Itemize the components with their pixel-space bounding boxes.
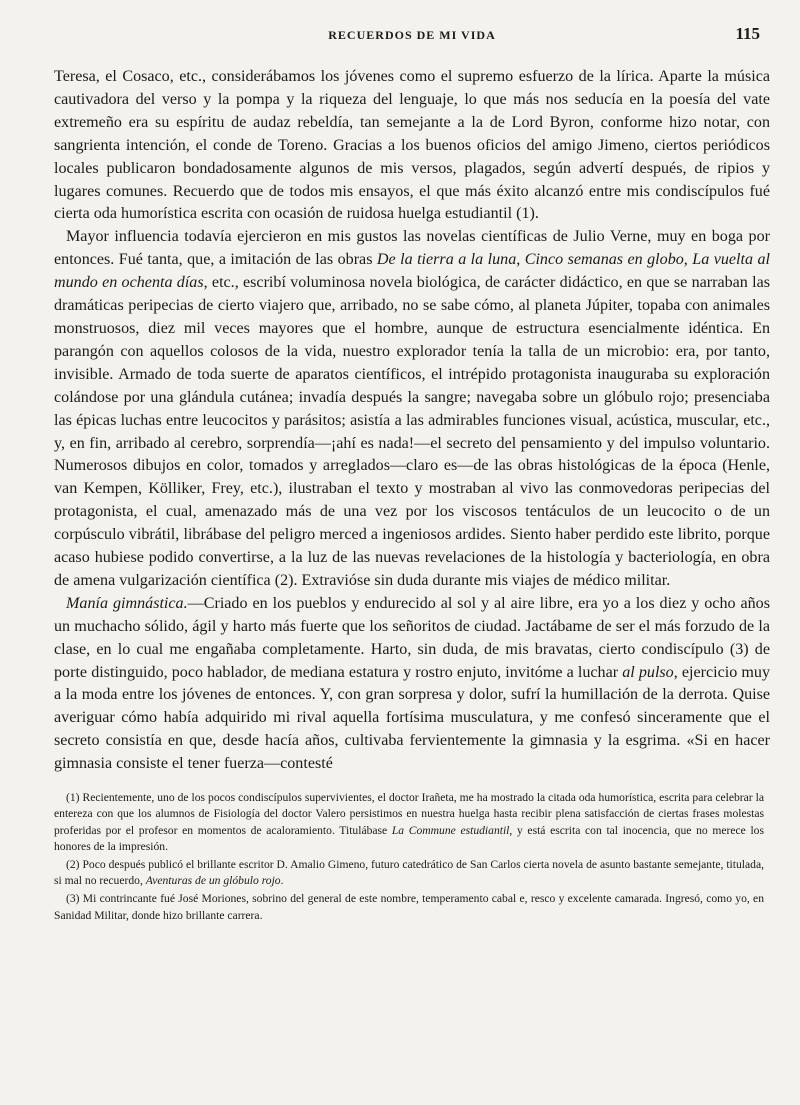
body-text [54,66,770,776]
footnote-1-text-b: , y está escrita con tal inocencia, que no merece los honores de la impresión. [54,823,764,853]
footnote-2-text-a: (2) Poco después publicó el brillante escritor D. Amalio Gimeno, futuro catedrático de San Carlos cierta novela de asunto bastante semejante, titulada, si mal no recuerdo, [54,857,764,888]
paragraph-2 [54,226,770,593]
paragraph-3 [54,593,770,776]
paragraph-1-text: Teresa, el Cosaco, etc., considerábamos los jóvenes como el supremo esfuerzo de la lírica. Aparte la música cautivadora del verso y la pompa y la riqueza del lenguaje, lo que más nos seducía en la poesía del vate extremeño era su espíritu de audaz rebeldía, tan semejante a la de Lord Byron, conforme hizo notar, con sangrienta intención, el conde de Toreno. Gracias a los buenos oficios del amigo Jimeno, ciertos periódicos locales publicaron bondadosamente algunos de mis versos, plagados, según advertí después, de ripios y lugares comunes. Recuerdo que de todos mis ensayos, el que más éxito alcanzó entre mis condiscípulos fué cierta oda humorística escrita con ocasión de ruidosa huelga estudiantil (1). [54,68,770,223]
section-heading-mania-gimnastica: Manía gimnástica. [66,594,188,612]
paragraph-3-text: —Criado en los pueblos y endurecido al sol y al aire libre, era yo a los diez y ocho años un muchacho sólido, ágil y harto más fuerte que los señoritos de ciudad. Jactábame de ser el más forzudo de la clase, en lo cual me engañaba completamente. Harto, sin duda, de mis bravatas, cierto condiscípulo (3) de porte distinguido, poco hablador, de mediana estatura y rostro enjuto, invitóme a luchar [54,594,770,681]
paragraph-1 [54,66,770,226]
footnote-3-text: (3) Mi contrincante fué José Moriones, sobrino del general de este nombre, temperamento cabal e, resco y excelente camarada. Ingresó, como yo, en Sanidad Militar, donde hizo brillante carrera. [54,892,764,922]
footnote-2 [54,857,764,889]
footnote-2-text-b: . [280,874,284,888]
al-pulso-term: al pulso [622,663,674,681]
footnotes [54,790,770,924]
footnote-1-title: La Commune estudiantil [391,823,510,837]
footnote-1-text-a: (1) Recientemente, uno de los pocos condiscípulos supervivientes, el doctor Irañeta, me ha mostrado la citada oda humorística, escrita para celebrar la entereza con que los alumnos de Fisiología del doctor Valero persistimos en nuestra huelga hasta recibir plena satisfacción de ciertas frases molestas proferidas por el profesor en momentos de acaloramiento. Titulábase [54,791,764,837]
running-title: RECUERDOS DE MI VIDA [328,28,496,42]
footnote-2-title: Aventuras de un glóbulo rojo [145,874,281,888]
paragraph-2-text-a: Mayor influencia todavía ejercieron en mis gustos las novelas científicas de Julio Verne, muy en boga por entonces. Fué tanta, que, a imitación de las obras [54,228,770,269]
paragraph-2-text-b: , etc., escribí voluminosa novela biológica, de carácter didáctico, en que se narraban las dramáticas peripecias de cierto viajero que, arribado, no se sabe cómo, al planeta Júpiter, topaba con animales monstruosos, diez mil veces mayores que el hombre, aunque de estructura esencialmente idéntica. En parangón con aquellos colosos de la vida, nuestro explorador tenía la talla de un microbio: era, por tanto, invisible. Armado de toda suerte de aparatos científicos, el intrépido protagonista inauguraba su exploración colándose por una glándula cutánea; invadía después la sangre; navegaba sobre un glóbulo rojo; presenciaba las épicas luchas entre leucocitos y parásitos; asistía a las admirables funciones visual, acústica, muscular, etc., y, en fin, arribado al cerebro, sorprendía—¡ahí es nada!—el secreto del pensamiento y del impulso voluntario. Numerosos dibujos en color, tomados y arreglados—claro es—de las obras histológicas de la época (Henle, van Kempen, Kölliker, Frey, etc.), ilustraban el texto y mostraban al vivo las conmovedoras peripecias del protagonista, el cual, amenazado más de una vez por los viscosos tentáculos de un leucocito o de un corpúsculo vibrátil, librábase del peligro merced a ingeniosos ardides. Siento haber perdido este librito, porque acaso hubiese podido convertirse, a la luz de las nuevas revelaciones de la histología y bacteriología, en obra de amena vulgarización científica (2). Extravióse sin duda durante mis viajes de médico militar. [54,274,771,589]
verne-works-titles: De la tierra a la luna, Cinco semanas en globo, La vuelta al mundo en ochenta días [54,251,770,292]
paragraph-3-text-2: , ejercicio muy a la moda entre los jóvenes de entonces. Y, con gran sorpresa y dolor, sufrí la humillación de la derrota. Quise averiguar cómo había adquirido mi rival aquella fortísima musculatura, y me confesó sinceramente que el secreto consistía en que, desde hacía años, cultivaba fervientemente la gimnasia y la esgrima. «Si en hacer gimnasia consiste el tener fuerza—contesté [54,663,771,773]
page-number: 115 [735,24,760,43]
footnote-1 [54,790,764,855]
running-head [54,22,770,48]
footnote-3 [54,891,764,923]
